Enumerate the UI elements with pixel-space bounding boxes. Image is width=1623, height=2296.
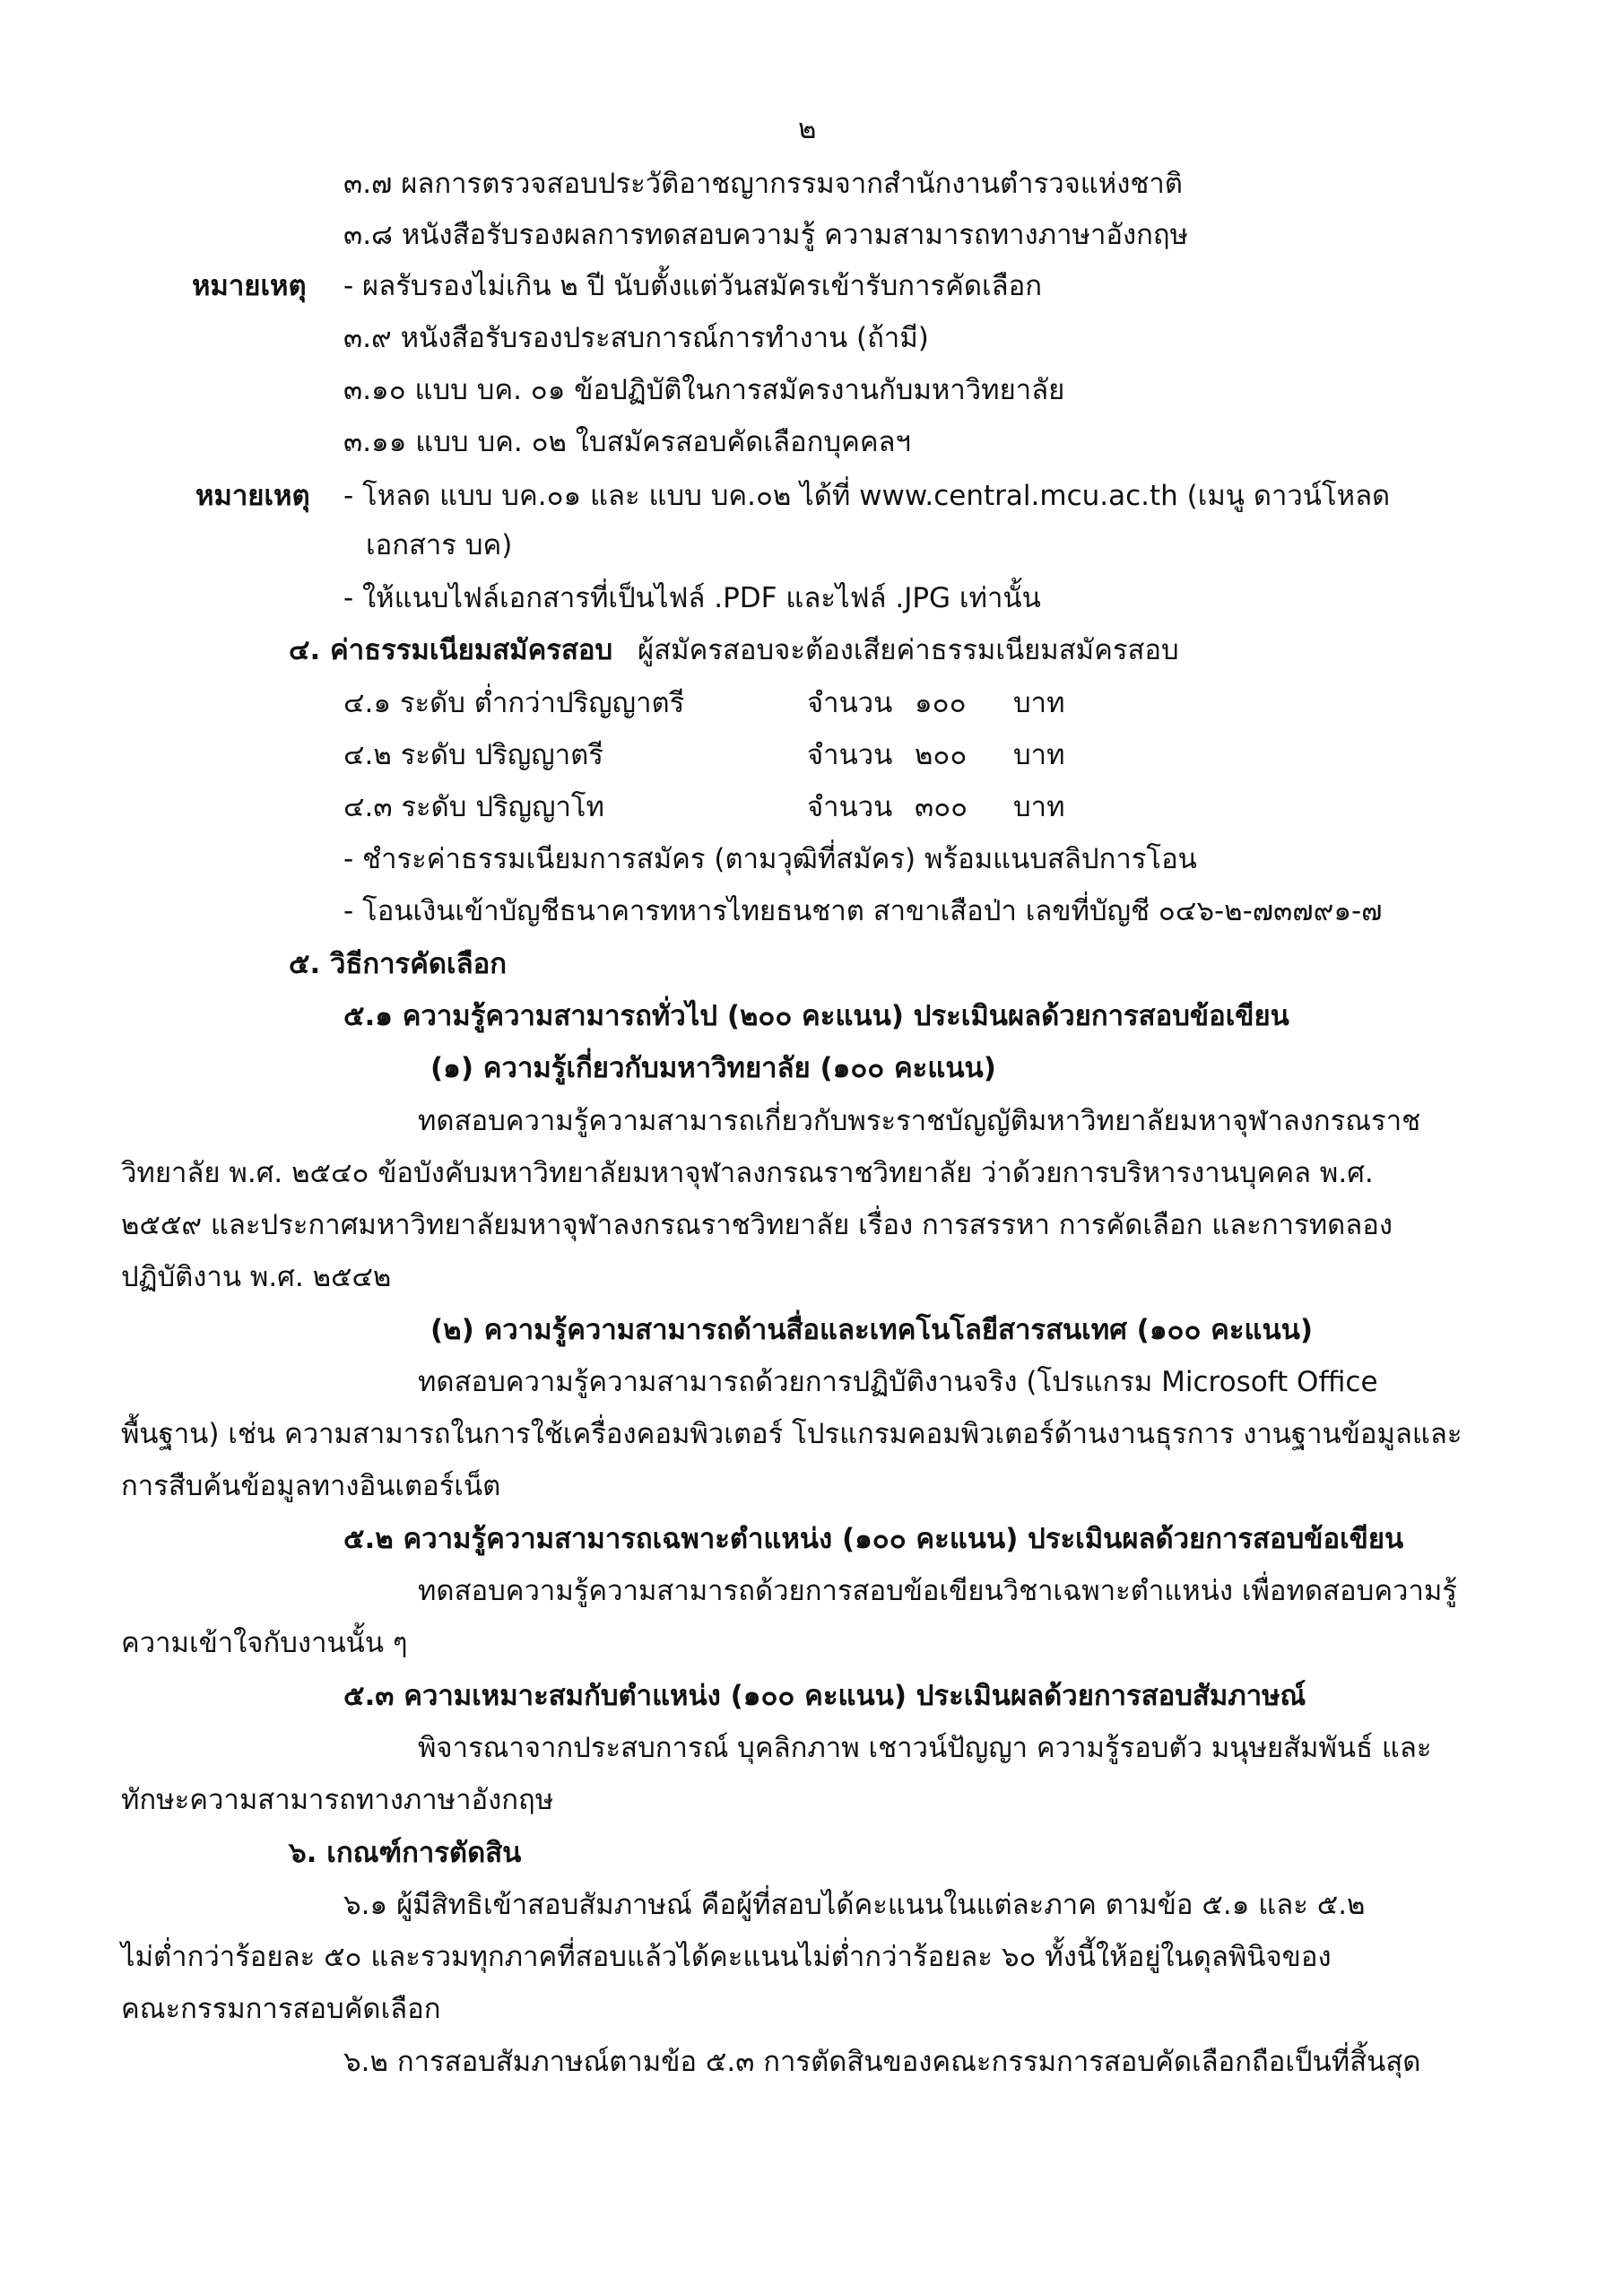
fee-level: ๔.๒ ระดับ ปริญญาตรี: [343, 739, 603, 771]
note-text-2: - โหลด แบบ บค.๐๑ และ แบบ บค.๐๒ ได้ที่ www.central.mcu.ac.th (เมนู ดาวน์โหลด: [343, 480, 1391, 512]
para-5-line-3: คณะกรรมการสอบคัดเลือก: [121, 1993, 441, 2025]
fee-amount-label: จำนวน: [807, 791, 893, 823]
section-5-heading: ๕. วิธีการคัดเลือก: [289, 948, 508, 980]
section-6-heading: ๖. เกณฑ์การตัดสิน: [289, 1837, 522, 1869]
payment-note: - ชำระค่าธรรมเนียมการสมัคร (ตามวุฒิที่สมัคร) พร้อมแนบสลิปการโอน: [343, 843, 1197, 875]
fee-level: ๔.๑ ระดับ ต่ำกว่าปริญญาตรี: [343, 687, 685, 719]
fee-unit: บาท: [1013, 791, 1065, 823]
item-3-7: ๓.๗ ผลการตรวจสอบประวัติอาชญากรรมจากสำนักงานตำรวจแห่งชาติ: [343, 168, 1183, 200]
para-1-line-1: ทดสอบความรู้ความสามารถเกี่ยวกับพระราชบัญญัติมหาวิทยาลัยมหาจุฬาลงกรณราช: [418, 1105, 1421, 1137]
section-4-heading: ๔. ค่าธรรมเนียมสมัครสอบ: [289, 634, 613, 666]
para-1-line-3: ๒๕๕๙ และประกาศมหาวิทยาลัยมหาจุฬาลงกรณราชวิทยาลัย เรื่อง การสรรหา การคัดเลือก และการทดลอง: [121, 1209, 1393, 1241]
para-2-line-2: พื้นฐาน) เช่น ความสามารถในการใช้เครื่องคอมพิวเตอร์ โปรแกรมคอมพิวเตอร์ด้านงานธุรการ งานฐานข้อมูลและ: [121, 1418, 1462, 1450]
fee-amount-label: จำนวน: [807, 687, 893, 719]
fee-amount: ๑๐๐: [915, 687, 967, 719]
fee-amount: ๓๐๐: [915, 791, 968, 823]
para-3-line-1: ทดสอบความรู้ความสามารถด้วยการสอบข้อเขียนวิชาเฉพาะตำแหน่ง เพื่อทดสอบความรู้: [418, 1575, 1457, 1607]
note-text-2-cont: เอกสาร บค): [366, 529, 513, 561]
section-4-line: [289, 632, 1179, 668]
para-2-line-1: ทดสอบความรู้ความสามารถด้วยการปฏิบัติงานจริง (โปรแกรม Microsoft Office: [418, 1366, 1378, 1398]
para-2-line-3: การสืบค้นข้อมูลทางอินเตอร์เน็ต: [121, 1470, 501, 1502]
note-text-1: - ผลรับรองไม่เกิน ๒ ปี นับตั้งแต่วันสมัครเข้ารับการคัดเลือก: [343, 270, 1042, 302]
item-3-10: ๓.๑๐ แบบ บค. ๐๑ ข้อปฏิบัติในการสมัครงานกับมหาวิทยาลัย: [343, 374, 1065, 406]
fee-amount-label: จำนวน: [807, 739, 893, 771]
item-3-9: ๓.๙ หนังสือรับรองประสบการณ์การทำงาน (ถ้ามี): [343, 322, 929, 354]
item-3-8: ๓.๘ หนังสือรับรองผลการทดสอบความรู้ ความสามารถทางภาษาอังกฤษ: [343, 219, 1189, 251]
para-3-line-2: ความเข้าใจกับงานนั้น ๆ: [121, 1627, 408, 1659]
item-3-11: ๓.๑๑ แบบ บค. ๐๒ ใบสมัครสอบคัดเลือกบุคคลฯ: [343, 426, 911, 458]
para-4-line-2: ทักษะความสามารถทางภาษาอังกฤษ: [121, 1784, 554, 1816]
fee-unit: บาท: [1013, 687, 1065, 719]
section-5-3-heading: ๕.๓ ความเหมาะสมกับตำแหน่ง (๑๐๐ คะแนน) ประเมินผลด้วยการสอบสัมภาษณ์: [343, 1680, 1306, 1712]
para-1-line-4: ปฏิบัติงาน พ.ศ. ๒๕๔๒: [121, 1261, 392, 1293]
fee-amount: ๒๐๐: [915, 739, 968, 771]
section-4-text: ผู้สมัครสอบจะต้องเสียค่าธรรมเนียมสมัครสอบ: [638, 634, 1179, 666]
note-label-1: หมายเหตุ: [192, 270, 307, 302]
section-5-1-2-heading: (๒) ความรู้ความสามารถด้านสื่อและเทคโนโลยีสารสนเทศ (๑๐๐ คะแนน): [430, 1314, 1314, 1346]
para-4-line-1: พิจารณาจากประสบการณ์ บุคลิกภาพ เชาวน์ปัญญา ความรู้รอบตัว มนุษยสัมพันธ์ และ: [418, 1732, 1432, 1764]
transfer-note: - โอนเงินเข้าบัญชีธนาคารทหารไทยธนชาต สาขาเสือป่า เลขที่บัญชี ๐๔๖-๒-๗๓๗๙๑-๗: [343, 895, 1383, 927]
para-5-line-2: ไม่ต่ำกว่าร้อยละ ๕๐ และรวมทุกภาคที่สอบแล้วได้คะแนนไม่ต่ำกว่าร้อยละ ๖๐ ทั้งนี้ให้อยู่ในดุลพินิจของ: [121, 1941, 1332, 1973]
fee-level: ๔.๓ ระดับ ปริญญาโท: [343, 791, 604, 823]
note-label-2: หมายเหตุ: [195, 480, 310, 512]
note-text-3: - ให้แนบไฟล์เอกสารที่เป็นไฟล์ .PDF และไฟล์ .JPG เท่านั้น: [343, 582, 1041, 614]
section-5-1-1-heading: (๑) ความรู้เกี่ยวกับมหาวิทยาลัย (๑๐๐ คะแนน): [430, 1052, 996, 1084]
para-5-line-1: ๖.๑ ผู้มีสิทธิเข้าสอบสัมภาษณ์ คือผู้ที่สอบได้คะแนนในแต่ละภาค ตามข้อ ๕.๑ และ ๕.๒: [343, 1889, 1366, 1921]
para-1-line-2: วิทยาลัย พ.ศ. ๒๕๔๐ ข้อบังคับมหาวิทยาลัยมหาจุฬาลงกรณราชวิทยาลัย ว่าด้วยการบริหารงานบุคคล พ.ศ.: [121, 1157, 1374, 1189]
page-number: ๒: [798, 113, 817, 145]
section-5-1-heading: ๕.๑ ความรู้ความสามารถทั่วไป (๒๐๐ คะแนน) ประเมินผลด้วยการสอบข้อเขียน: [343, 1000, 1289, 1032]
section-5-2-heading: ๕.๒ ความรู้ความสามารถเฉพาะตำแหน่ง (๑๐๐ คะแนน) ประเมินผลด้วยการสอบข้อเขียน: [343, 1523, 1404, 1555]
fee-unit: บาท: [1013, 739, 1065, 771]
para-6: ๖.๒ การสอบสัมภาษณ์ตามข้อ ๕.๓ การตัดสินของคณะกรรมการสอบคัดเลือกถือเป็นที่สิ้นสุด: [343, 2046, 1421, 2078]
